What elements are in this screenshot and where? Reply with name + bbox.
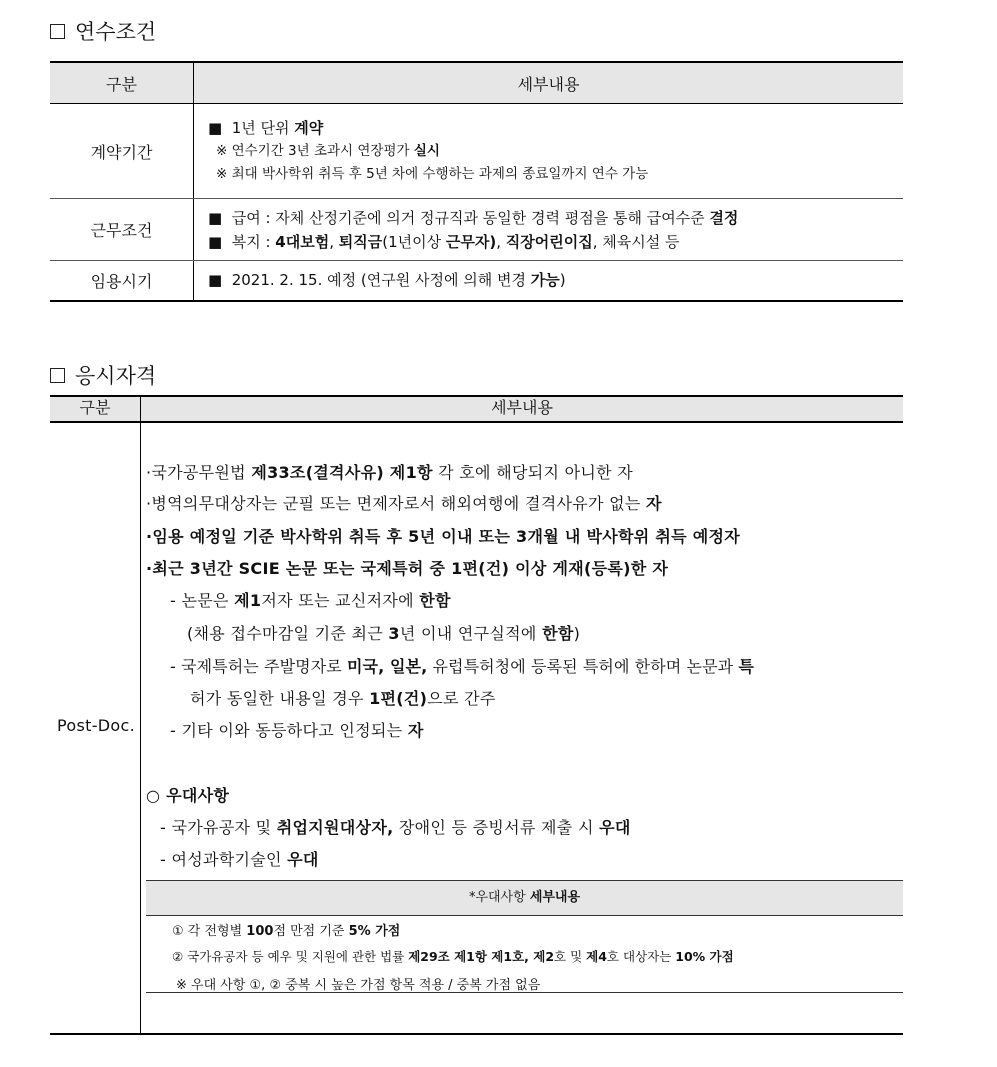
table-header-row — [50, 395, 903, 423]
preference-line: - 국가유공자 및 취업지원대상자, 장애인 등 증빙서류 제출 시 우대 — [160, 818, 631, 837]
preference-detail-note: ※ 우대 사항 ①, ② 중복 시 높은 가점 항목 적용 / 중복 가점 없음 — [176, 978, 541, 993]
checkbox-square-icon — [50, 368, 65, 383]
header-category: 구분 — [50, 62, 194, 104]
bullet-line: ■ 1년 단위 계약 — [208, 119, 324, 137]
table-row — [50, 261, 903, 301]
preference-detail-table — [146, 880, 903, 993]
row-content-contract — [194, 104, 904, 199]
row-label-appointment: 임용시기 — [50, 261, 194, 301]
preference-detail-line: ① 각 전형별 100점 만점 기준 5% 가점 — [172, 924, 401, 939]
checkbox-square-icon — [50, 24, 65, 39]
table-row — [50, 199, 903, 261]
bullet-line: ■ 복지 : 4대보험, 퇴직금(1년이상 근무자), 직장어린이집, 체육시설 등 — [208, 232, 680, 251]
row-content-appointment — [194, 261, 904, 301]
section-title-text: 연수조건 — [75, 20, 157, 44]
qualification-subline: - 국제특허는 주발명자로 미국, 일본, 유럽특허청에 등록된 특허에 한하며 논문과 특 — [170, 657, 754, 676]
preference-detail-bottom-border — [146, 992, 903, 993]
row-label-postdoc: Post-Doc. — [57, 716, 135, 735]
note-line: ※ 최대 박사학위 취득 후 5년 차에 수행하는 과제의 종료일까지 연수 가능 — [216, 166, 649, 182]
section-title-text: 응시자격 — [75, 364, 157, 388]
qualification-line: ·임용 예정일 기준 박사학위 취득 후 5년 이내 또는 3개월 내 박사학위 취득 예정자 — [146, 527, 740, 546]
column-divider — [140, 421, 141, 1033]
section-title-eligibility — [50, 360, 156, 390]
preference-line: - 여성과학기술인 우대 — [160, 850, 319, 869]
qualification-subline: - 기타 이와 동등하다고 인정되는 자 — [170, 721, 424, 740]
preference-detail-line: ② 국가유공자 등 예우 및 지원에 관한 법률 제29조 제1항 제1호, 제2호 및 제4호 대상자는 10% 가점 — [172, 949, 734, 964]
header-category: 구분 — [50, 397, 141, 421]
training-conditions-table — [50, 61, 903, 302]
qualification-line: ·최근 3년간 SCIE 논문 또는 국제특허 중 1편(건) 이상 게재(등록)한 자 — [146, 559, 669, 578]
row-label-contract: 계약기간 — [50, 104, 194, 199]
table-header-row — [50, 62, 903, 104]
header-details: 세부내용 — [194, 62, 904, 104]
row-label-work: 근무조건 — [50, 199, 194, 261]
table-row — [50, 104, 903, 199]
table-bottom-border — [50, 1033, 903, 1035]
note-line: ※ 연수기간 3년 초과시 연장평가 실시 — [216, 143, 440, 159]
preference-title: ○ 우대사항 — [146, 786, 230, 805]
section-title-training — [50, 16, 156, 46]
qualification-subline: - 논문은 제1저자 또는 교신저자에 한함 — [170, 591, 451, 610]
preference-detail-header: *우대사항 세부내용 — [146, 880, 903, 916]
bullet-line: ■ 2021. 2. 15. 예정 (연구원 사정에 의해 변경 가능) — [208, 271, 566, 290]
qualification-line: ·국가공무원법 제33조(결격사유) 제1항 각 호에 해당되지 아니한 자 — [146, 463, 634, 482]
row-content-work — [194, 199, 904, 261]
qualification-subline: 허가 동일한 내용일 경우 1편(건)으로 간주 — [190, 689, 496, 708]
bullet-line: ■ 급여 : 자체 산정기준에 의거 정규직과 동일한 경력 평점을 통해 급여수준 결정 — [208, 208, 739, 227]
qualification-line: ·병역의무대상자는 군필 또는 면제자로서 해외여행에 결격사유가 없는 자 — [146, 494, 662, 513]
header-details: 세부내용 — [491, 398, 553, 417]
qualification-subline: (채용 접수마감일 기준 최근 3년 이내 연구실적에 한함) — [187, 624, 581, 643]
